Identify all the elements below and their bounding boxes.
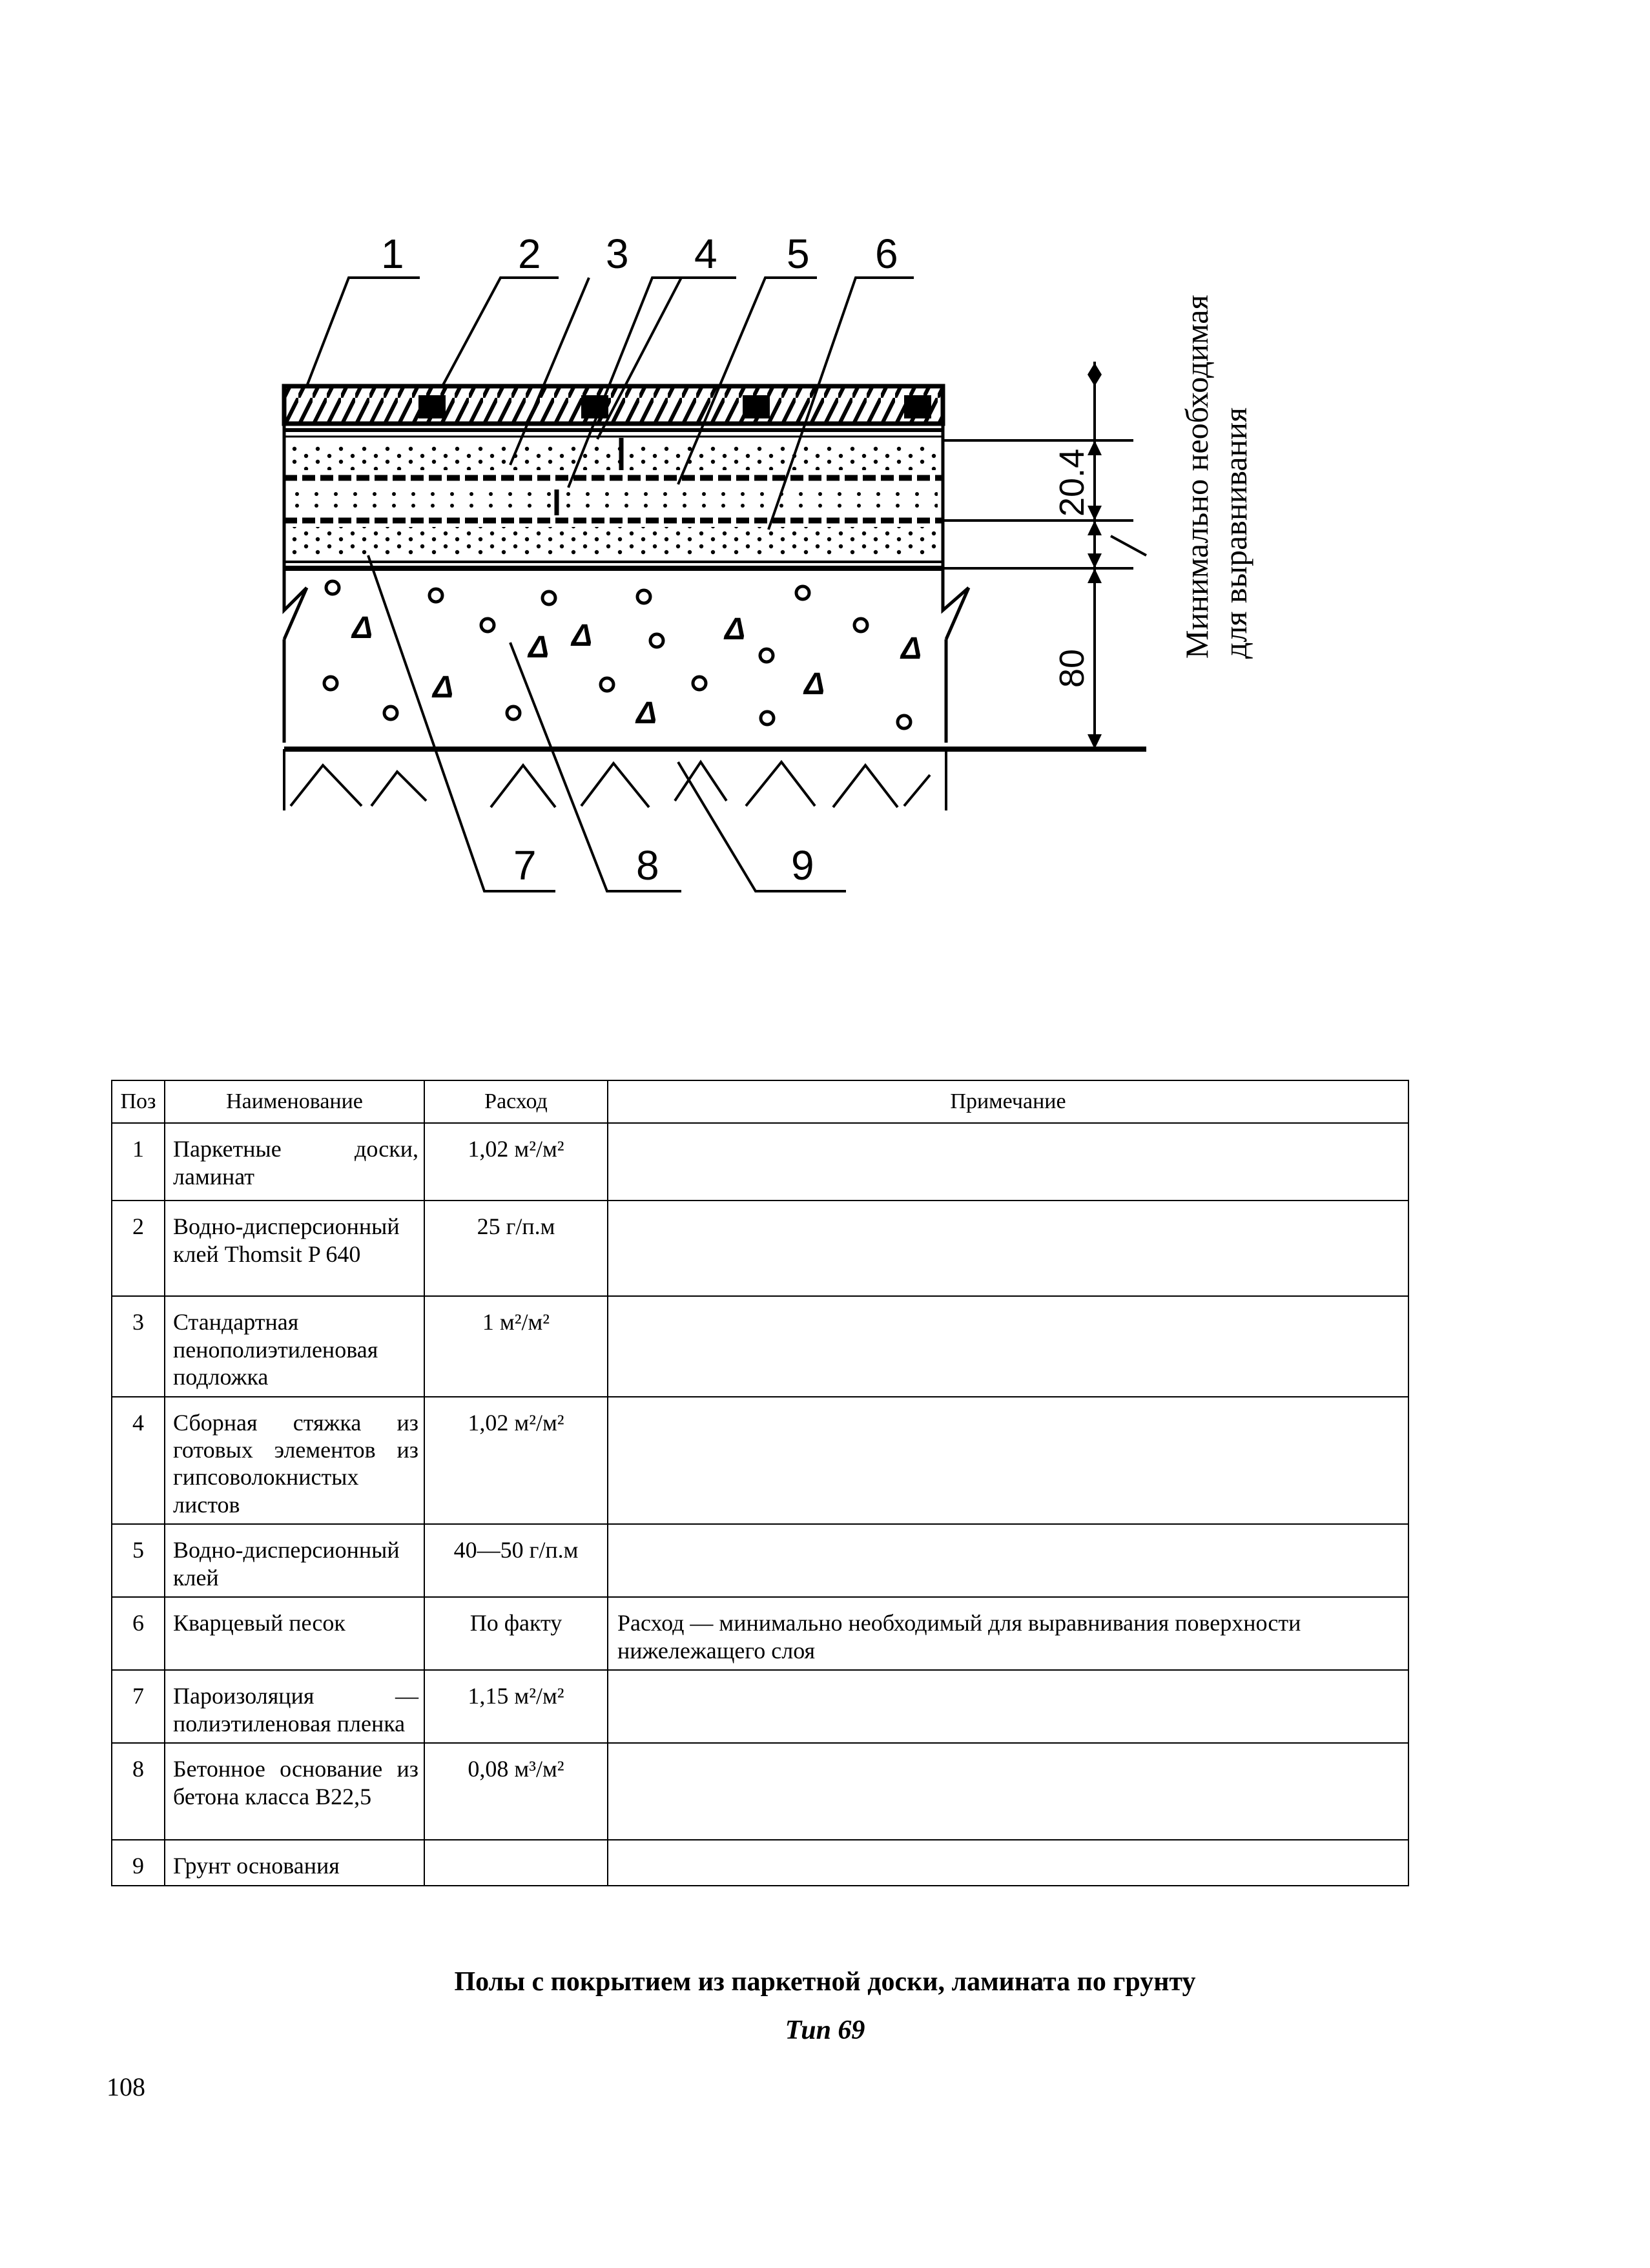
cell-name: Бетонное основание из бетона класса В22,5 xyxy=(165,1743,424,1840)
cell-name: Паркетные доски, ламинат xyxy=(165,1123,424,1201)
leader-lines-bottom xyxy=(368,555,846,891)
callout-2: 2 xyxy=(518,231,541,277)
cell-note xyxy=(608,1670,1408,1743)
cell-note xyxy=(608,1123,1408,1201)
dimension-80: 80 xyxy=(1053,648,1091,688)
table-row xyxy=(112,1397,1408,1525)
cell-name: Водно-дисперсионный клей Thomsit P 640 xyxy=(165,1201,424,1296)
cell-pos: 9 xyxy=(112,1840,165,1885)
cell-pos: 1 xyxy=(112,1123,165,1201)
cell-name: Пароизоляция — полиэтиленовая пленка xyxy=(165,1670,424,1743)
cell-pos: 5 xyxy=(112,1524,165,1597)
header-rate: Расход xyxy=(424,1080,608,1123)
cell-name: Кварцевый песок xyxy=(165,1597,424,1670)
table-row xyxy=(112,1201,1408,1296)
page-title: Полы с покрытием из паркетной доски, ламината по грунту xyxy=(454,1967,1196,1997)
table-header-row xyxy=(112,1080,1408,1123)
header-name: Наименование xyxy=(165,1080,424,1123)
table-row xyxy=(112,1670,1408,1743)
cell-name: Водно-дисперсионный клей xyxy=(165,1524,424,1597)
svg-text:Δ: Δ xyxy=(433,670,454,705)
parquet-layer xyxy=(284,386,943,437)
side-note-line-2: для выравнивания xyxy=(1217,407,1253,659)
side-note-line-1: Минимально необходимая xyxy=(1179,294,1215,659)
cell-pos: 7 xyxy=(112,1670,165,1743)
callout-3: 3 xyxy=(606,231,629,277)
dimension-lines xyxy=(943,362,1146,749)
table-row xyxy=(112,1123,1408,1201)
svg-text:Δ: Δ xyxy=(352,611,373,645)
cell-name: Сборная стяжка из готовых элементов из гипсоволокнистых листов xyxy=(165,1397,424,1525)
type-label: Тип 69 xyxy=(785,2015,865,2045)
svg-text:Δ: Δ xyxy=(804,667,825,701)
callout-1: 1 xyxy=(381,231,404,277)
cell-note: Расход — минимально необходимый для выравнивания поверхности нижележащего слоя xyxy=(608,1597,1408,1670)
cell-rate: 40—50 г/п.м xyxy=(424,1524,608,1597)
cell-note xyxy=(608,1201,1408,1296)
callout-6: 6 xyxy=(875,231,898,277)
callout-5: 5 xyxy=(787,231,810,277)
cell-rate xyxy=(424,1840,608,1885)
cell-rate: 1,02 м²/м² xyxy=(424,1397,608,1525)
callout-8: 8 xyxy=(636,842,659,889)
cell-pos: 8 xyxy=(112,1743,165,1840)
svg-text:Δ: Δ xyxy=(901,632,922,666)
dimension-20-4: 20.4 xyxy=(1053,448,1091,517)
table-row xyxy=(112,1296,1408,1396)
floor-section-drawing xyxy=(0,0,1650,936)
svg-text:Δ: Δ xyxy=(725,612,746,646)
table-row xyxy=(112,1524,1408,1597)
svg-text:Δ: Δ xyxy=(636,696,657,730)
cell-note xyxy=(608,1397,1408,1525)
page-number: 108 xyxy=(107,2072,145,2101)
header-note: Примечание xyxy=(608,1080,1408,1123)
svg-text:Δ: Δ xyxy=(572,619,593,653)
callout-7: 7 xyxy=(513,842,537,889)
cell-name: Стандартная пенополиэтиленовая подложка xyxy=(165,1296,424,1396)
callout-4: 4 xyxy=(694,231,717,277)
callouts-top xyxy=(381,231,898,277)
cell-note xyxy=(608,1524,1408,1597)
cell-rate: 1 м²/м² xyxy=(424,1296,608,1396)
cell-pos: 2 xyxy=(112,1201,165,1296)
cell-rate: 0,08 м³/м² xyxy=(424,1743,608,1840)
cell-pos: 3 xyxy=(112,1296,165,1396)
table-row xyxy=(112,1597,1408,1670)
cell-pos: 6 xyxy=(112,1597,165,1670)
cell-note xyxy=(608,1743,1408,1840)
cell-name: Грунт основания xyxy=(165,1840,424,1885)
cell-rate: По факту xyxy=(424,1597,608,1670)
cell-rate: 1,02 м²/м² xyxy=(424,1123,608,1201)
cell-rate: 25 г/п.м xyxy=(424,1201,608,1296)
ground-hatch xyxy=(284,749,946,810)
table-row xyxy=(112,1840,1408,1885)
cell-note xyxy=(608,1296,1408,1396)
callout-9: 9 xyxy=(791,842,814,889)
svg-text:Δ: Δ xyxy=(528,630,550,665)
cell-note xyxy=(608,1840,1408,1885)
cell-pos: 4 xyxy=(112,1397,165,1525)
concrete-base xyxy=(284,581,1146,749)
table-row xyxy=(112,1743,1408,1840)
callouts-bottom xyxy=(513,842,814,889)
header-pos: Поз xyxy=(112,1080,165,1123)
specification-table xyxy=(111,1080,1409,1886)
cell-rate: 1,15 м²/м² xyxy=(424,1670,608,1743)
